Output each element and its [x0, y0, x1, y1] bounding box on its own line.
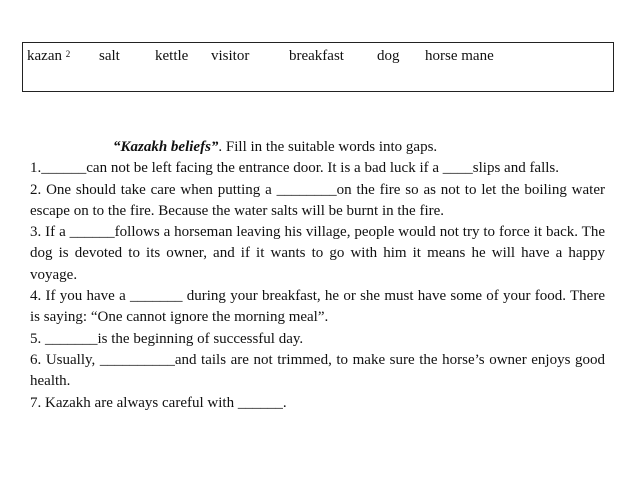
- word-bank-item: kettle: [155, 48, 189, 64]
- exercise-item-2: 2. One should take care when putting a ________on the fire so as not to let the boiling water escape on to the fire. Because the water salts will be burnt in the fire.: [30, 181, 605, 219]
- word-bank-item: salt: [99, 48, 120, 64]
- word-bank-item: horse mane: [425, 48, 494, 64]
- word-bank-item: dog: [377, 48, 400, 64]
- exercise-instruction: . Fill in the suitable words into gaps.: [218, 139, 438, 155]
- exercise-item-1: 1.______can not be left facing the entrance door. It is a bad luck if a ____slips and falls.: [30, 160, 560, 177]
- exercise-item-7: 7. Kazakh are always careful with ______.: [30, 394, 287, 411]
- word-bank-item: breakfast: [289, 48, 344, 64]
- exercise-item-3: 3. If a ______follows a horseman leaving his village, people would not try to force it back. The dog is devoted to its owner, and if it wants to go with him it means he will have a happy voyage.: [30, 224, 605, 283]
- word-bank-item: [27, 47, 99, 65]
- exercise-item-5: 5. _______is the beginning of successful day.: [30, 330, 304, 347]
- exercise-heading: [30, 137, 605, 158]
- exercise-title: “Kazakh beliefs”: [113, 139, 219, 155]
- exercise-item-4: 4. If you have a _______ during your breakfast, he or she must have some of your food. There is saying: “One cannot ignore the morning meal”.: [30, 288, 605, 326]
- exercise-content: [30, 137, 605, 414]
- superscript-marker: 2: [65, 49, 71, 59]
- word-bank-box: [22, 42, 614, 92]
- word-bank-item: visitor: [211, 48, 250, 64]
- exercise-item-6: 6. Usually, __________and tails are not trimmed, to make sure the horse’s owner enjoys good health.: [30, 351, 605, 390]
- word-kazan: kazan: [27, 48, 62, 64]
